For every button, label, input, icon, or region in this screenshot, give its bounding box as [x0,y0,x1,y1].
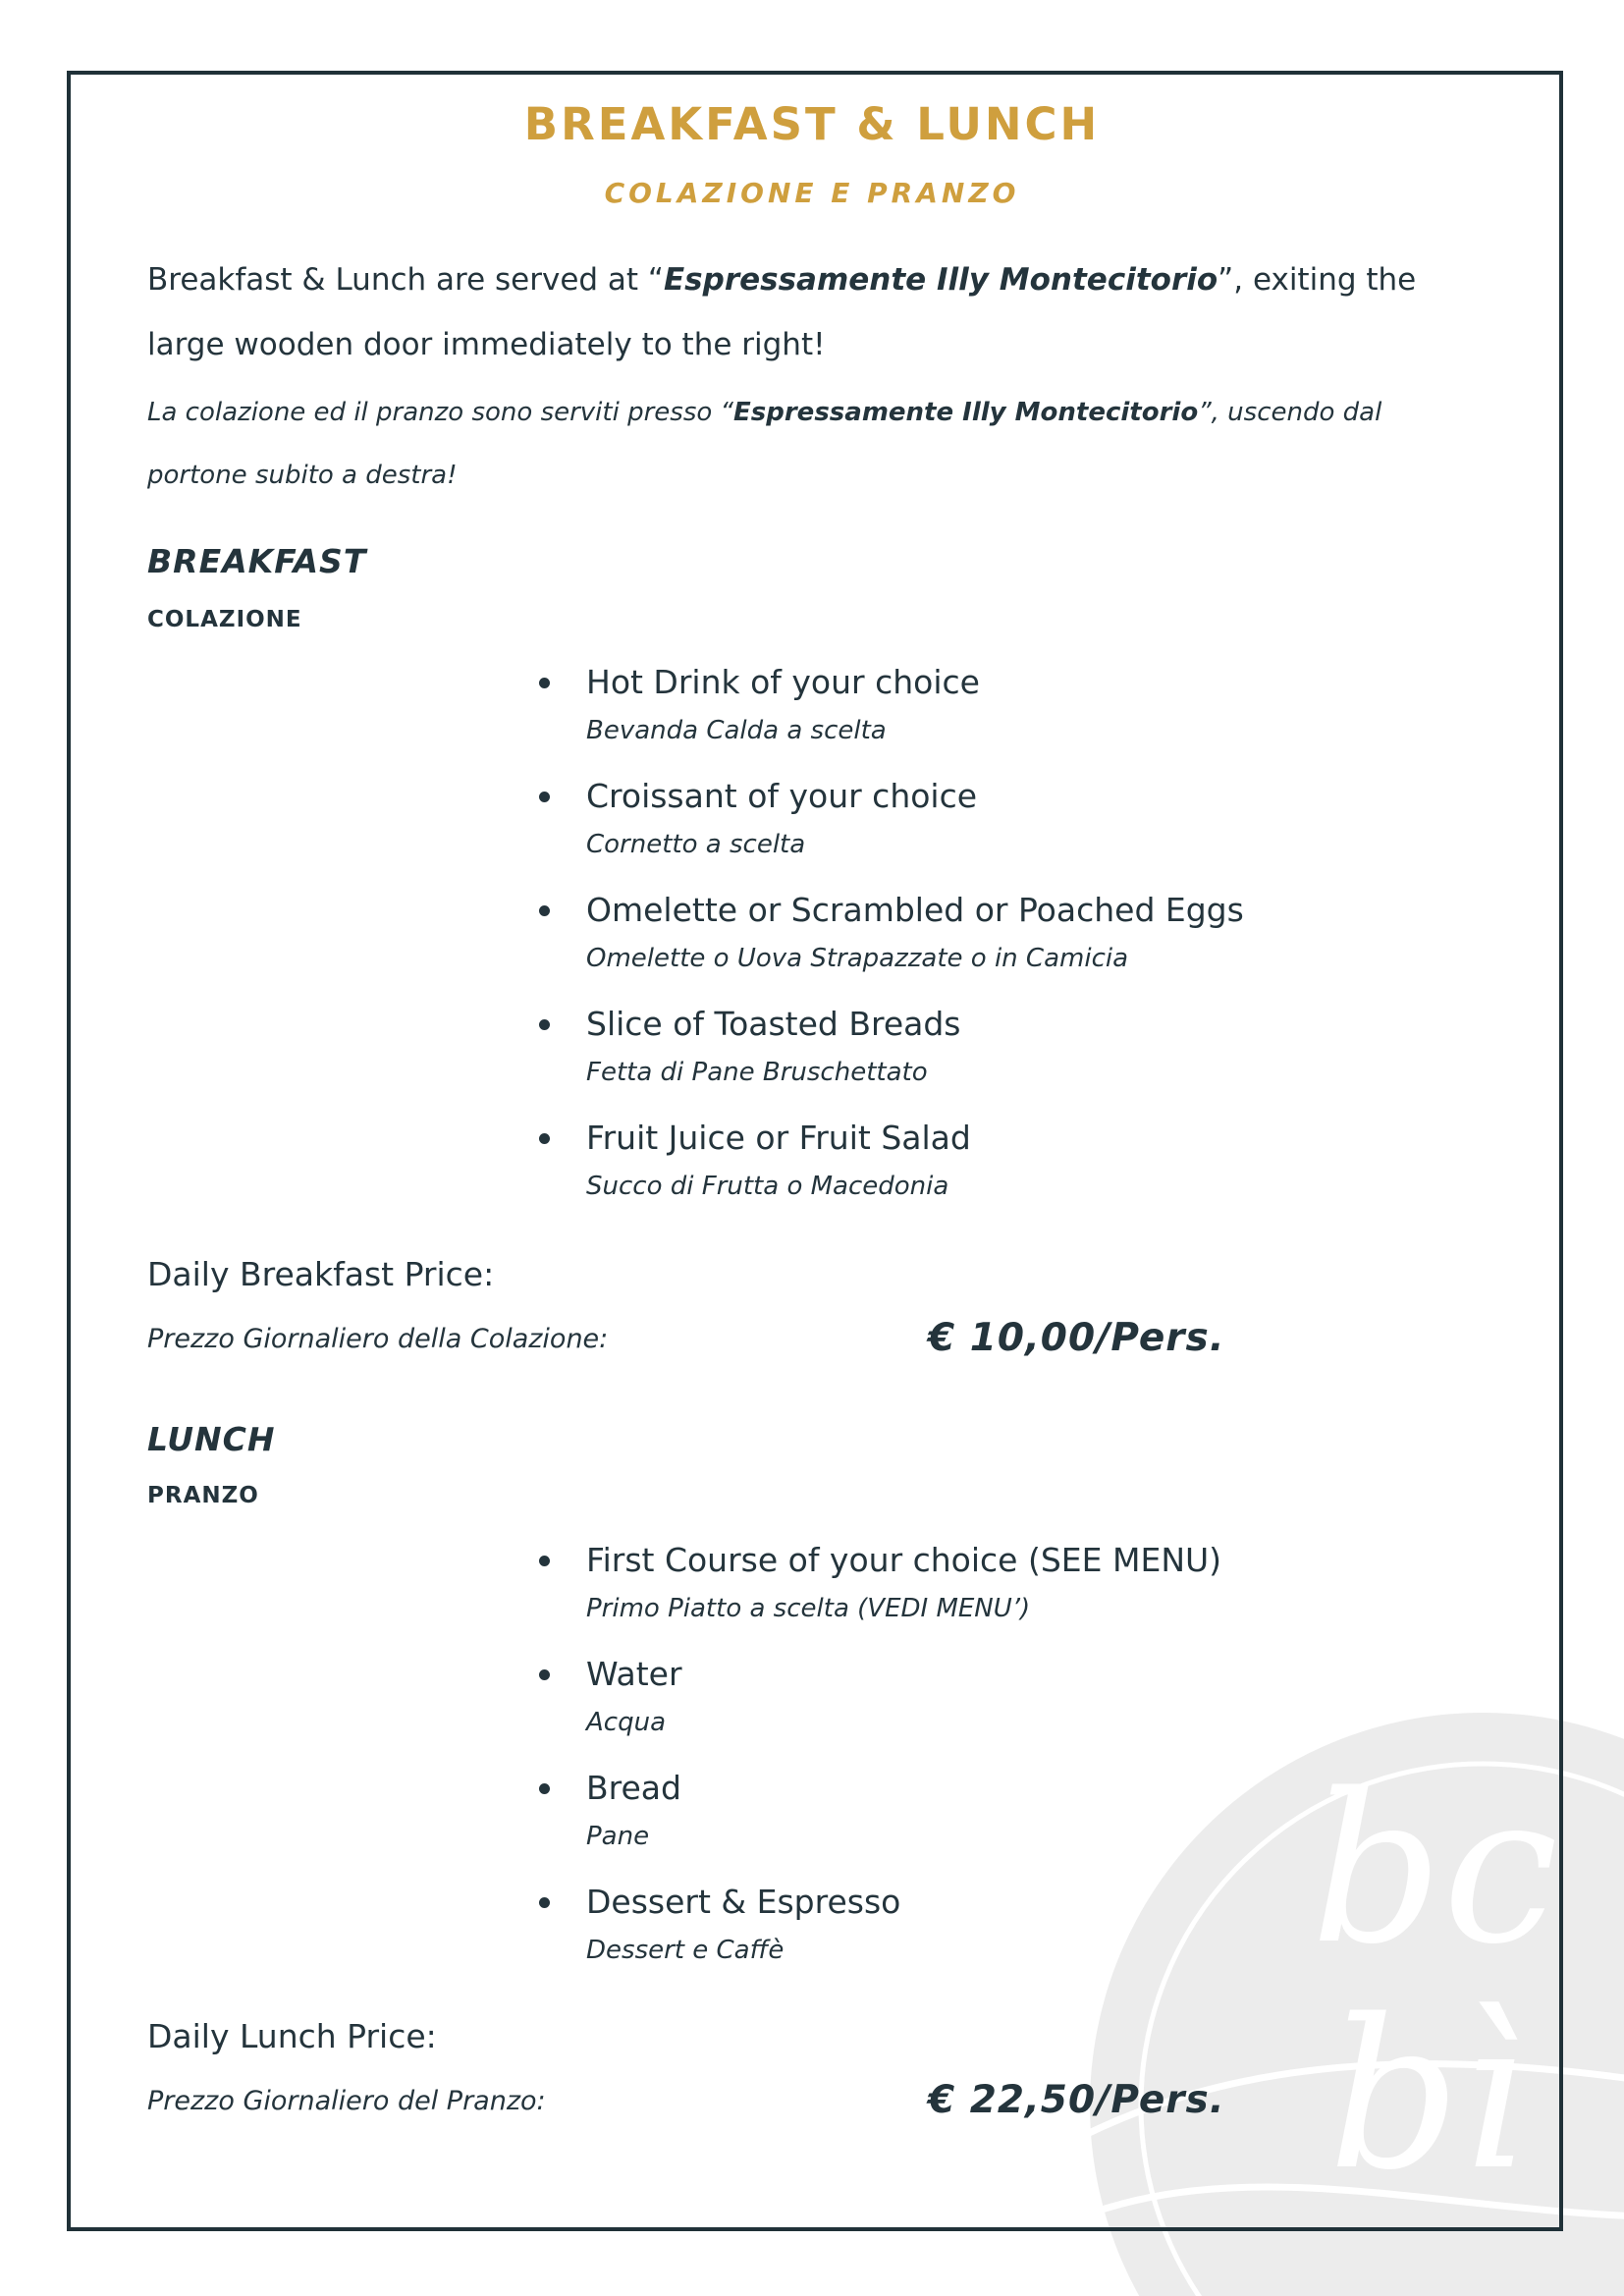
item-name-it: Succo di Frutta o Macedonia [586,1172,949,1201]
item-name-en: Slice of Toasted Breads [586,1005,961,1043]
breakfast-menu-list [586,660,1244,1230]
breakfast-heading: BREAKFAST [147,542,367,580]
bullet-icon [539,1783,550,1794]
item-name-it: Primo Piatto a scelta (VEDI MENU’) [586,1594,1031,1623]
list-item [586,1116,1244,1208]
intro-text-en [147,247,1542,377]
intro-en-prefix: Breakfast & Lunch are served at “ [147,262,664,298]
logo-letters-top: bc [1311,1749,1559,1990]
breakfast-price-label-it: Prezzo Giornaliero della Colazione: [147,1324,609,1354]
item-name-it: Pane [586,1822,650,1851]
list-item [586,774,1244,866]
intro-it-suffix: ”, uscendo dal [1198,398,1382,427]
intro-it-prefix: La colazione ed il pranzo sono serviti presso “ [147,398,734,427]
bullet-icon [539,1019,550,1030]
item-name-en: Bread [586,1769,681,1807]
item-name-en: Water [586,1655,682,1693]
lunch-menu-list [586,1538,1221,1994]
intro-text-it [147,381,1542,507]
item-name-en: First Course of your choice (SEE MENU) [586,1541,1222,1579]
intro-en-line2: large wooden door immediately to the right! [147,327,826,362]
bullet-icon [539,905,550,916]
lunch-price-label-it: Prezzo Giornaliero del Pranzo: [147,2086,546,2116]
list-item [586,1002,1244,1094]
item-name-it: Bevanda Calda a scelta [586,716,887,745]
list-item [586,660,1244,752]
logo-letters-bottom: bì [1328,1975,1527,2215]
bullet-icon [539,1897,550,1908]
list-item [586,1538,1221,1630]
lunch-subheading: PRANZO [147,1483,259,1508]
item-name-en: Dessert & Espresso [586,1883,901,1921]
item-name-en: Fruit Juice or Fruit Salad [586,1119,971,1157]
page-title: BREAKFAST & LUNCH [523,98,1101,150]
list-item [586,1766,1221,1858]
intro-en-line1 [147,247,1542,312]
breakfast-subheading: COLAZIONE [147,607,302,632]
page-subtitle: COLAZIONE E PRANZO [604,177,1020,209]
breakfast-price-row [147,1316,1424,1360]
item-name-it: Cornetto a scelta [586,830,806,859]
venue-name-en: Espressamente Illy Montecitorio [664,262,1218,298]
bullet-icon [539,1133,550,1144]
item-name-en: Omelette or Scrambled or Poached Eggs [586,891,1244,929]
item-name-it: Acqua [586,1708,666,1737]
item-name-it: Dessert e Caffè [586,1936,785,1965]
list-item [586,1880,1221,1972]
item-name-en: Hot Drink of your choice [586,663,980,701]
intro-it-line1 [147,381,1542,444]
bullet-icon [539,792,550,802]
lunch-heading: LUNCH [147,1420,276,1458]
item-name-it: Fetta di Pane Bruschettato [586,1058,928,1087]
breakfast-price-label: Daily Breakfast Price: [147,1255,495,1293]
item-name-en: Croissant of your choice [586,777,978,815]
intro-en-suffix: ”, exiting the [1218,262,1417,298]
bullet-icon [539,678,550,688]
lunch-price-row [147,2078,1424,2122]
bullet-icon [539,1556,550,1566]
lunch-price-label: Daily Lunch Price: [147,2017,437,2055]
lunch-price-value: € 22,50/Pers. [928,2078,1225,2122]
item-name-it: Omelette o Uova Strapazzate o in Camicia [586,944,1129,973]
breakfast-price-value: € 10,00/Pers. [928,1316,1225,1360]
list-item [586,888,1244,980]
venue-name-it: Espressamente Illy Montecitorio [733,398,1199,427]
bullet-icon [539,1669,550,1680]
intro-it-line2: portone subito a destra! [147,461,458,490]
list-item [586,1652,1221,1744]
